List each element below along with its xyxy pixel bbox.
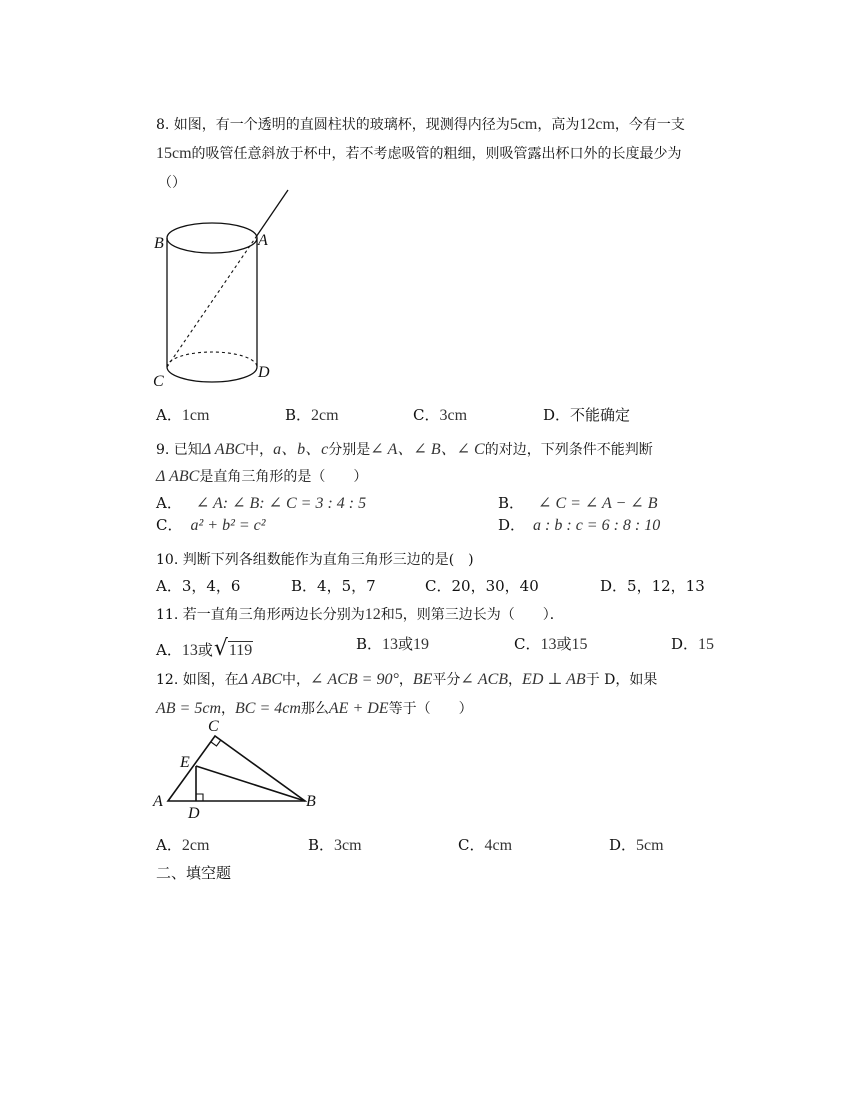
q8-line3: （） [158,175,186,191]
label-B: B [306,793,316,810]
q12-option-a[interactable]: A．2cm [156,836,210,854]
label-B: B [154,235,164,252]
q8-height: 12cm [579,116,615,133]
q12-option-d[interactable]: D．5cm [609,836,664,854]
label-A: A [153,793,163,810]
cylinder-bottom-front [167,367,257,382]
q11-text: 11. 若一直角三角形两边长分别为12和5，则第三边长为（ ）． [156,606,564,623]
q9-option-b[interactable]: B． ∠ C = ∠ A − ∠ B [498,494,658,512]
q8-option-a[interactable]: A．1cm [156,406,210,424]
q9-line2: Δ ABC是直角三角形的是（ ） [156,468,368,485]
label-C: C [208,718,219,735]
q8-straw-length: 15cm [156,145,192,162]
triangle-abc: Δ ABC [201,441,246,458]
q8-option-c[interactable]: C．3cm [413,406,468,424]
q10-option-d[interactable]: D．5，12，13 [600,577,705,595]
segment-be [196,766,305,801]
q11-option-b[interactable]: B．13或19 [356,635,430,653]
q12-option-c[interactable]: C．4cm [458,836,513,854]
q12-option-b[interactable]: B．3cm [308,836,362,854]
q8-diameter: 5cm [509,116,538,133]
q9-option-c[interactable]: C． a² + b² = c² [156,516,266,534]
q10-option-c[interactable]: C．20，30，40 [425,577,539,595]
q8-line1 [156,114,685,134]
q9-option-d[interactable]: D． a : b : c = 6 : 8 : 10 [498,516,661,534]
q8-option-b[interactable]: B．2cm [285,406,339,424]
label-C: C [153,373,164,390]
label-D: D [258,364,270,381]
triangle-abc: Δ ABC [156,468,200,485]
sqrt-symbol: √ [213,636,228,661]
q8-text: ，高为 [537,117,580,133]
q12-line1: 12. 如图，在Δ ABC中，∠ ACB = 90°，BE平分∠ ACB，ED ⊥ AB于 D，如果 [156,671,658,688]
q8-line2 [156,143,682,163]
label-E: E [180,754,190,771]
straw-outside [256,190,288,237]
q9-option-a[interactable]: A． ∠ A: ∠ B: ∠ C = 3 : 4 : 5 [156,494,367,512]
right-angle-d [196,794,203,801]
cylinder-top [167,223,257,253]
cylinder-bottom-back [167,352,257,367]
q8-text: ，今有一支 [614,117,685,133]
q8-option-d[interactable]: D．不能确定 [543,406,631,424]
q8-cylinder-figure [150,185,300,395]
q8-text: 的吸管任意斜放于杯中，若不考虑吸管的粗细，则吸管露出杯口外的长度最少为 [191,146,682,162]
q10-text: 10. 判断下列各组数能作为直角三角形三边的是( ) [156,552,474,568]
q11-option-a[interactable]: A．13或√119 [156,636,253,661]
q10-option-a[interactable]: A．3，4，6 [156,577,241,595]
straw-inside [167,237,256,367]
q11-option-d[interactable]: D．15 [671,635,715,653]
q10-option-b[interactable]: B．4，5，7 [291,577,376,595]
label-A: A [258,232,268,249]
label-D: D [188,805,200,822]
q8-text: 8. 如图，有一个透明的直圆柱状的玻璃杯，现测得内径为 [156,117,510,133]
section-title: 二、填空题 [156,864,232,882]
q12-line2: AB = 5cm，BC = 4cm那么AE + DE等于（ ） [156,700,473,717]
q12-triangle-figure [150,714,330,824]
q11-option-c[interactable]: C．13或15 [514,635,588,653]
right-angle-c [211,741,221,747]
q9-line1: 9. 已知Δ ABC中，a、b、c分别是∠ A、∠ B、∠ C的对边，下列条件不能判断 [156,441,653,458]
